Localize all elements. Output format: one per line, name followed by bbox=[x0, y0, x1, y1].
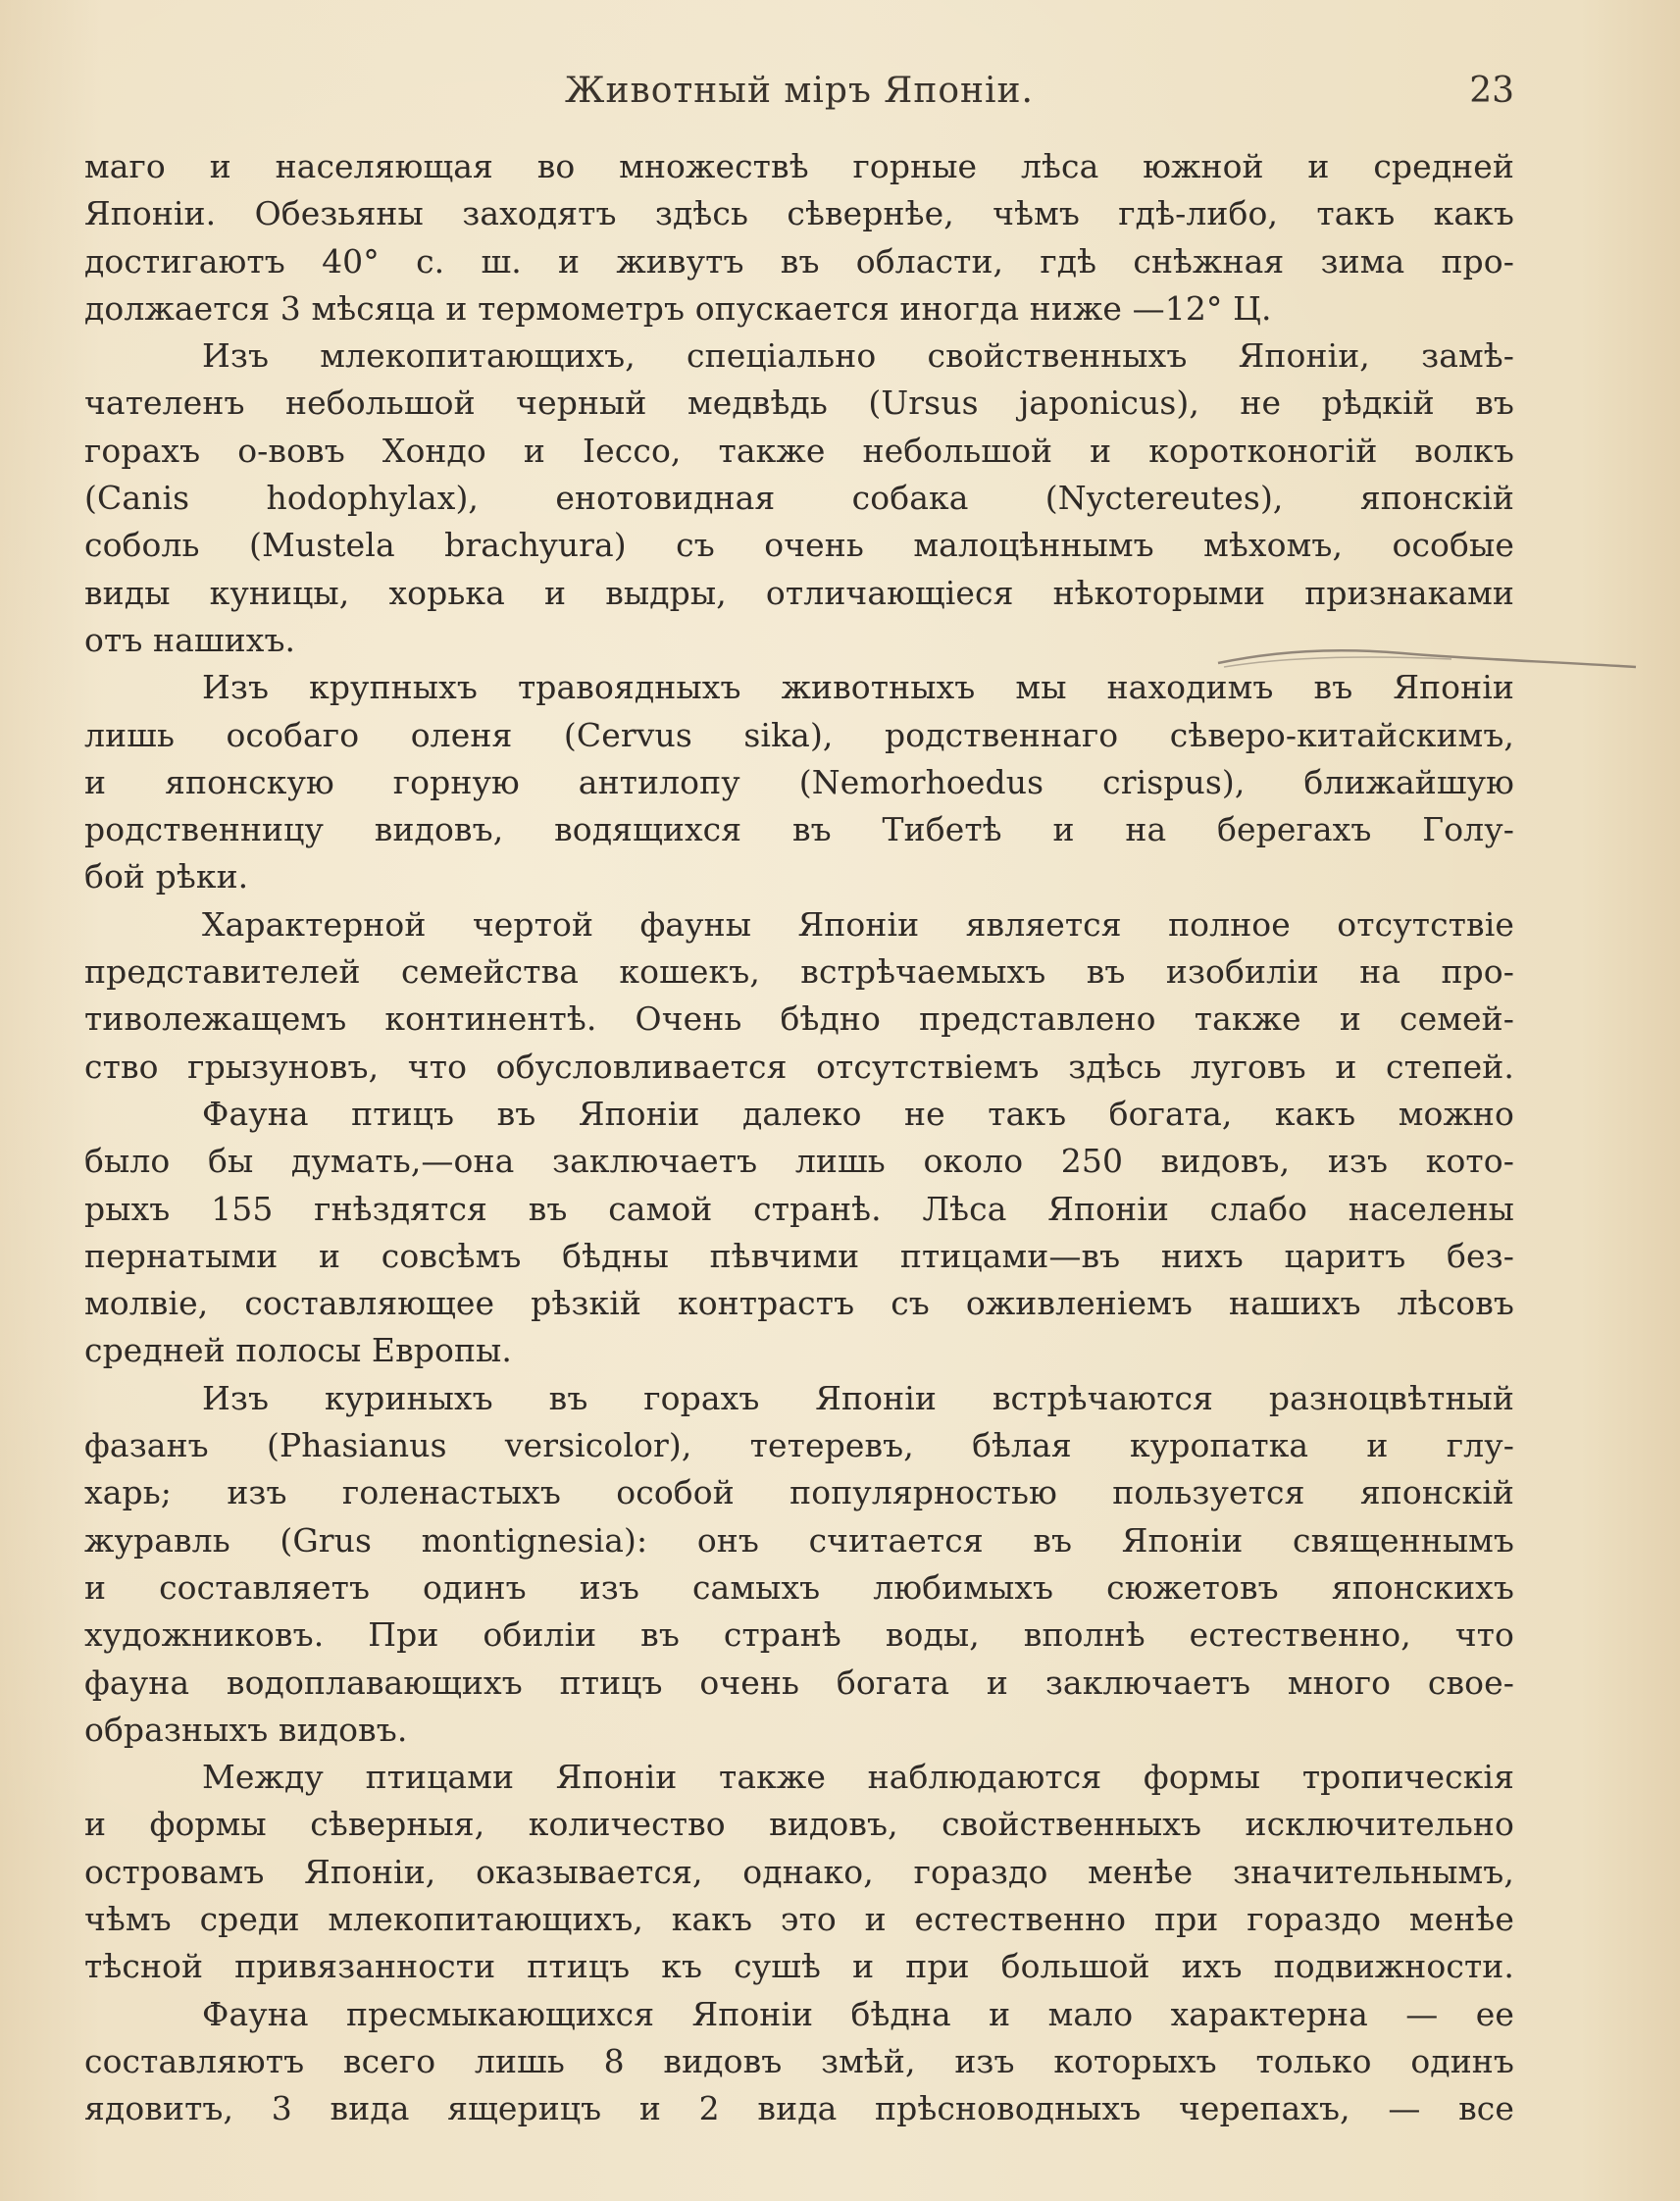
text-line: Характерной чертой фауны Японіи является полное отсутствіе bbox=[202, 904, 1514, 944]
text-line: чателенъ небольшой черный медвѣдь (Ursus japonicus), не рѣдкій въ bbox=[84, 384, 1514, 423]
text-line: виды куницы, хорька и выдры, отличающіеся нѣкоторыми признаками bbox=[84, 573, 1514, 612]
text-line: ство грызуновъ, что обусловливается отсутствіемъ здѣсь луговъ и степей. bbox=[84, 1047, 1514, 1086]
pencil-stroke-mark bbox=[1216, 645, 1638, 675]
page-number: 23 bbox=[1469, 71, 1514, 111]
text-line: маго и населяющая во множествѣ горные лѣса южной и средней bbox=[84, 147, 1514, 185]
text-line: соболь (Mustela brachyura) съ очень малоцѣннымъ мѣхомъ, особые bbox=[84, 526, 1514, 565]
text-line: достигаютъ 40° с. ш. и живутъ въ области, гдѣ снѣжная зима про- bbox=[84, 241, 1514, 281]
text-line: образныхъ видовъ. bbox=[84, 1710, 408, 1749]
text-line: Изъ млекопитающихъ, спеціально свойственныхъ Японіи, замѣ- bbox=[202, 336, 1514, 376]
text-line: чѣмъ среди млекопитающихъ, какъ это и естественно при гораздо менѣе bbox=[84, 1899, 1514, 1938]
text-line: составляютъ всего лишь 8 видовъ змѣй, изъ которыхъ только одинъ bbox=[84, 2041, 1514, 2080]
text-line: родственницу видовъ, водящихся въ Тибетѣ и на берегахъ Голу- bbox=[84, 810, 1514, 849]
text-line: тиволежащемъ континентѣ. Очень бѣдно представлено также и семей- bbox=[84, 999, 1514, 1039]
text-line: Фауна пресмыкающихся Японіи бѣдна и мало характерна — ее bbox=[202, 1994, 1514, 2033]
text-line: и японскую горную антилопу (Nemorhoedus crispus), ближайшую bbox=[84, 762, 1514, 801]
text-line: Фауна птицъ въ Японіи далеко не такъ богата, какъ можно bbox=[202, 1094, 1514, 1133]
text-line: Между птицами Японіи также наблюдаются формы тропическія bbox=[202, 1758, 1514, 1797]
text-line: Изъ крупныхъ травоядныхъ животныхъ мы находимъ въ Японіи bbox=[202, 668, 1514, 707]
text-line: средней полосы Европы. bbox=[84, 1331, 513, 1370]
running-title: Животный міръ Японіи. bbox=[565, 71, 1034, 111]
text-line: лишь особаго оленя (Cervus sika), родственнаго сѣверо-китайскимъ, bbox=[84, 715, 1514, 754]
text-line: должается 3 мѣсяца и термометръ опускается иногда ниже —12° Ц. bbox=[84, 288, 1272, 328]
text-line: Изъ куриныхъ въ горахъ Японіи встрѣчаются разноцвѣтный bbox=[202, 1378, 1514, 1417]
text-line: молвіе, составляющее рѣзкій контрастъ съ оживленіемъ нашихъ лѣсовъ bbox=[84, 1284, 1514, 1323]
text-line: фауна водоплавающихъ птицъ очень богата и заключаетъ много свое- bbox=[84, 1663, 1514, 1702]
body-text bbox=[84, 143, 1514, 2132]
page-header bbox=[84, 71, 1514, 120]
text-line: и формы сѣверныя, количество видовъ, свойственныхъ исключительно bbox=[84, 1805, 1514, 1844]
text-line: отъ нашихъ. bbox=[84, 620, 296, 659]
text-line: и составляетъ одинъ изъ самыхъ любимыхъ сюжетовъ японскихъ bbox=[84, 1567, 1514, 1607]
text-line: фазанъ (Phasianus versicolor), тетеревъ, бѣлая куропатка и глу- bbox=[84, 1426, 1514, 1465]
text-line: Японіи. Обезьяны заходятъ здѣсь сѣвернѣе, чѣмъ гдѣ-либо, такъ какъ bbox=[84, 194, 1514, 233]
text-line: бой рѣки. bbox=[84, 857, 249, 896]
text-line: было бы думать,—она заключаетъ лишь около 250 видовъ, изъ кото- bbox=[84, 1142, 1514, 1181]
text-line: горахъ о-вовъ Хондо и Іессо, также небольшой и коротконогій волкъ bbox=[84, 431, 1514, 470]
text-line: рыхъ 155 гнѣздятся въ самой странѣ. Лѣса Японіи слабо населены bbox=[84, 1189, 1514, 1228]
text-line: ядовитъ, 3 вида ящерицъ и 2 вида прѣсноводныхъ черепахъ, — все bbox=[84, 2089, 1514, 2128]
text-line: представителей семейства кошекъ, встрѣчаемыхъ въ изобиліи на про- bbox=[84, 952, 1514, 992]
text-line: островамъ Японіи, оказывается, однако, гораздо менѣе значительнымъ, bbox=[84, 1852, 1514, 1891]
text-line: тѣсной привязанности птицъ къ сушѣ и при большой ихъ подвижности. bbox=[84, 1947, 1514, 1986]
text-line: харь; изъ голенастыхъ особой популярностью пользуется японскій bbox=[84, 1473, 1514, 1512]
text-line: пернатыми и совсѣмъ бѣдны пѣвчими птицами—въ нихъ царитъ без- bbox=[84, 1236, 1514, 1275]
text-line: (Canis hodophylax), енотовидная собака (Nyctereutes), японскій bbox=[84, 479, 1514, 518]
text-line: журавль (Grus montignesia): онъ считается въ Японіи священнымъ bbox=[84, 1520, 1514, 1560]
text-line: художниковъ. При обиліи въ странѣ воды, вполнѣ естественно, что bbox=[84, 1615, 1514, 1655]
